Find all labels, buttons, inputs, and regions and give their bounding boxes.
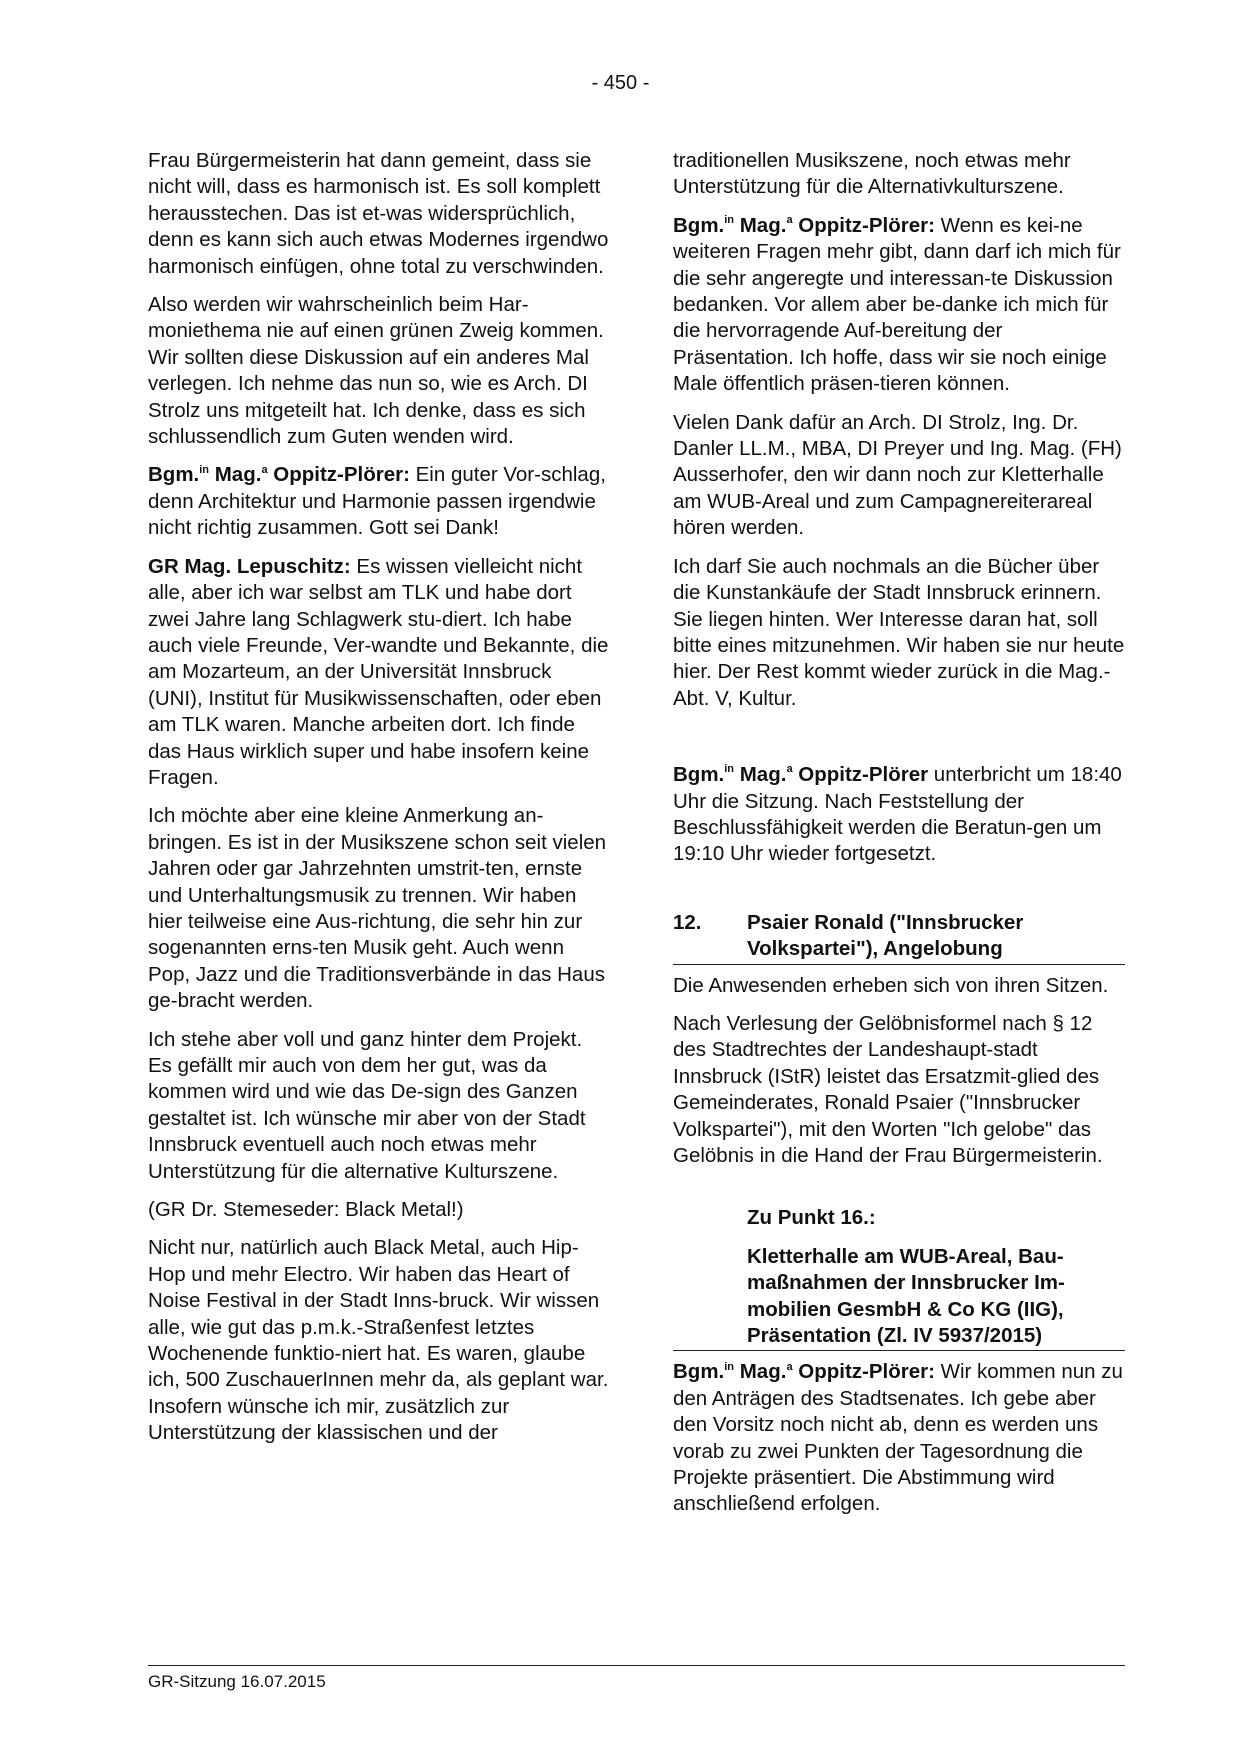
zu-punkt-block xyxy=(673,1205,1125,1231)
speaker-paragraph xyxy=(148,554,610,792)
paragraph: Frau Bürgermeisterin hat dann gemeint, dass sie nicht will, dass es harmonisch ist. Es soll komplett herausstechen. Das ist et-was widersprüchlich, denn es kann sich auch etwas Modernes irgendwo harmonisch einfügen, ohne total zu verschwinden. xyxy=(148,149,609,278)
footer-divider xyxy=(148,1665,1125,1666)
speaker-name: Bgm.$^{in}$ Mag.$^a$ Oppitz-Plörer: xyxy=(148,463,410,487)
interjection: (GR Dr. Stemeseder: Black Metal!) xyxy=(148,1198,464,1222)
agenda-item-title: Psaier Ronald ("Innsbrucker Volkspartei"), Angelobung xyxy=(747,910,1024,961)
paragraph: Also werden wir wahrscheinlich beim Har-moniethema nie auf einen grünen Zweig kommen. Wir sollten diese Diskussion auf ein anderes Mal verlegen. Ich nehme das nun so, wie es Arch. DI Strolz uns mitgeteilt hat. Ich denke, dass es sich schlussendlich zum Guten wenden wird. xyxy=(148,293,604,449)
speech-text: Wenn es kei-ne weiteren Fragen mehr gibt, dann darf ich mich für die sehr angeregte und interessan-te Diskussion bedanken. Vor allem aber be-danke ich mich für die hervorragende Auf-bereitung der Präsentation. Ich hoffe, dass wir sie noch einige Male öffentlich präsen-tieren können. xyxy=(673,213,1121,396)
footer: GR-Sitzung 16.07.2015 xyxy=(148,1672,326,1691)
paragraph: Vielen Dank dafür an Arch. DI Strolz, Ing. Dr. Danler LL.M., MBA, DI Preyer und Ing. Mag. (FH) Ausserhofer, den wir dann noch zur Kletterhalle am WUB-Areal und zum Campagnereiterareal hören werden. xyxy=(673,410,1122,540)
paragraph: Ich möchte aber eine kleine Anmerkung an-bringen. Es ist in der Musikszene schon seit vielen Jahren oder gar Jahrzehnten umstrit-ten, ernste und Unterhaltungsmusik zu trennen. Wir haben hier teilweise eine Aus-richtung, die sehr hin zur sogenannten erns-ten Musik geht. Auch wenn Pop, Jazz und die Traditionsverbände in das Haus ge-bracht werden. xyxy=(148,804,607,1013)
page-number: - 450 - xyxy=(591,72,650,94)
speech-text: Es wissen vielleicht nicht alle, aber ich war selbst am TLK und habe dort zwei Jahre lang Schlagwerk stu-diert. Ich habe auch viele Freunde, Ver-wandte und Bekannte, die am Mozarteum, an der Universität Innsbruck (UNI), Institut für Musikwissenschaften, oder eben am TLK waren. Manche arbeiten dort. Ich finde das Haus wirklich super und habe insofern keine Fragen. xyxy=(148,554,609,789)
paragraph: Ich darf Sie auch nochmals an die Bücher über die Kunstankäufe der Stadt Innsbruck erinnern. Sie liegen hinten. Wer Interesse daran hat, soll bitte eines mitzunehmen. Wir haben sie nur heute hier. Der Rest kommt wieder zurück in die Mag.-Abt. V, Kultur. xyxy=(673,554,1125,710)
zu-punkt-label: Zu Punkt 16.: xyxy=(747,1206,876,1230)
speaker-name: Bgm.$^{in}$ Mag.$^a$ Oppitz-Plörer: xyxy=(673,213,935,237)
agenda-item-number: 12. xyxy=(673,910,702,934)
speaker-name: Bgm.$^{in}$ Mag.$^a$ Oppitz-Plörer xyxy=(673,763,929,787)
speaker-name: Bgm.$^{in}$ Mag.$^a$ Oppitz-Plörer: xyxy=(673,1360,935,1384)
paragraph: Ich stehe aber voll und ganz hinter dem Projekt. Es gefällt mir auch von dem her gut, was da kommen wird und wie das De-sign des Ganzen gestaltet ist. Ich wünsche mir aber von der Stadt Innsbruck eventuell auch noch etwas mehr Unterstützung für die alternative Kulturszene. xyxy=(148,1027,586,1183)
speaker-paragraph xyxy=(148,462,610,541)
speech-text: Ein guter Vor-schlag, denn Architektur und Harmonie passen irgendwie nicht richtig zusammen. Gott sei Dank! xyxy=(148,463,606,540)
zu-punkt-title: Kletterhalle am WUB-Areal, Bau-maßnahmen der Innsbrucker Im-mobilien GesmbH & Co KG (IIG), Präsentation (Zl. IV 5937/2015) xyxy=(747,1244,1065,1348)
paragraph: Nach Verlesung der Gelöbnisformel nach § 12 des Stadtrechtes der Landeshaupt-stadt Innsbruck (IStR) leistet das Ersatzmit-glied des Gemeinderates, Ronald Psaier ("Innsbrucker Volkspartei"), mit den Worten "Ich gelobe" das Gelöbnis in die Hand der Frau Bürgermeisterin. xyxy=(673,1011,1103,1167)
zu-punkt-heading xyxy=(673,1244,1125,1352)
right-column xyxy=(673,148,1125,1530)
paragraph: Nicht nur, natürlich auch Black Metal, auch Hip-Hop und mehr Electro. Wir haben das Heart of Noise Festival in der Stadt Inns-bruck. Wir wissen alle, wie gut das p.m.k.-Straßenfest letztes Wochenende funktio-niert hat. Es waren, glaube ich, 500 ZuschauerInnen mehr da, als geplant war. Insofern wünsche ich mir, zusätzlich zur Unterstützung der klassischen und der xyxy=(148,1236,609,1445)
paragraph: traditionellen Musikszene, noch etwas mehr Unterstützung für die Alternativkulturszene. xyxy=(673,149,1071,199)
speaker-paragraph xyxy=(673,1359,1125,1517)
agenda-item-heading xyxy=(673,910,1125,965)
speech-text: unterbricht um 18:40 Uhr die Sitzung. Nach Feststellung der Beschlussfähigkeit werden die Beratun-gen um 19:10 Uhr wieder fortgesetzt. xyxy=(673,763,1122,866)
paragraph: Die Anwesenden erheben sich von ihren Sitzen. xyxy=(673,973,1109,997)
left-column xyxy=(148,148,610,1459)
speaker-paragraph xyxy=(673,762,1125,868)
speaker-name: GR Mag. Lepuschitz: xyxy=(148,554,351,578)
speech-text: Wir kommen nun zu den Anträgen des Stadtsenates. Ich gebe aber den Vorsitz noch nicht ab, denn es werden uns vorab zu zwei Punkten der Tagesordnung die Projekte präsentiert. Die Abstimmung wird anschließend erfolgen. xyxy=(673,1360,1123,1516)
speaker-paragraph xyxy=(673,213,1125,398)
